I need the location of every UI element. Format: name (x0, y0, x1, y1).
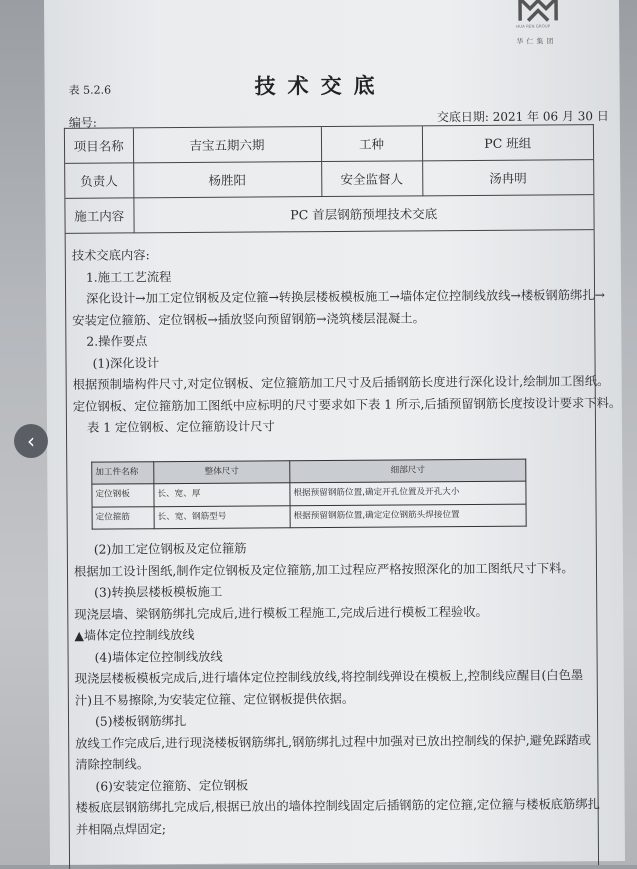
company-tagline: HUA REN GROUP (516, 23, 551, 29)
table-row (92, 481, 526, 507)
responsible-label: 负责人 (65, 163, 133, 198)
s1-line-1: 根据预制墙构件尺寸,对定位钢板、定位箍筋加工尺寸及后插钢筋长度进行深化设计,绘制加工图纸。 (72, 374, 610, 392)
table-row (65, 195, 593, 234)
s5-line-2: 清除控制线。 (75, 757, 150, 772)
s2-title: (2)加工定位钢板及定位箍筋 (93, 541, 247, 557)
s3-line-1: 现浇层墙、梁钢筋绑扎完成后,进行模板工程施工,完成后进行模板工程验收。 (74, 604, 488, 622)
table-cell: 定位箍筋 (92, 506, 154, 529)
section1-title: 1.施工工艺流程 (85, 269, 172, 285)
s6-title: (6)安装定位箍筋、定位钢板 (95, 778, 249, 794)
number-label: 编号: (68, 115, 97, 130)
chevron-left-icon: ‹ (27, 429, 35, 453)
table-cell: 根据预留钢筋位置,确定开孔位置及开孔大小 (290, 481, 526, 505)
header-cell: 细部尺寸 (290, 459, 526, 483)
handover-body (71, 242, 622, 841)
table-cell: 根据预留钢筋位置,确定定位钢筋头焊接位置 (290, 504, 526, 528)
s5-line-1: 放线工作完成后,进行现浇楼板钢筋绑扎,钢筋绑扎过程中加强对已放出控制线的保护,避免踩踏或 (75, 732, 592, 751)
s1-title: (1)深化设计 (92, 355, 160, 371)
flow-line-2: 安装定位箍筋、定位钢板→插放竖向预留钢筋→浇筑楼层混凝土。 (72, 310, 425, 328)
table-row (65, 125, 593, 163)
project-name-value: 吉宝五期六期 (133, 127, 321, 163)
s3-title: (3)转换层楼板模板施工 (94, 584, 223, 600)
document-page (44, 0, 625, 865)
s4-line-2: 汁)且不易擦除,为安装定位箍、定位钢板提供依据。 (74, 691, 355, 708)
trade-value: PC 班组 (422, 125, 593, 161)
intro-line: 技术交底内容: (71, 248, 150, 263)
responsible-value: 杨胜阳 (133, 162, 321, 198)
company-name: 华仁集团 (516, 37, 557, 46)
trade-label: 工种 (321, 126, 422, 161)
handover-date: 交底日期: 2021 年 06 月 30 日 (436, 109, 609, 125)
info-table (65, 125, 594, 234)
safety-label: 安全监督人 (321, 161, 422, 197)
header-cell: 加工件名称 (92, 461, 154, 484)
table-header-row (92, 459, 526, 485)
table-cell: 长、宽、钢筋型号 (154, 505, 290, 528)
previous-page-button[interactable] (14, 424, 48, 458)
spec-table-wrap (91, 458, 526, 530)
spec-table (91, 458, 526, 530)
table-cell: 长、宽、厚 (154, 483, 290, 506)
flow-line-1: 深化设计→加工定位钢板及定位箍→转换层楼板模板施工→墙体定位控制线放线→楼板钢筋绑扎→ (86, 288, 605, 306)
header-cell: 整体尺寸 (154, 460, 290, 483)
content-label: 施工内容 (65, 198, 133, 233)
table-row (65, 160, 593, 199)
table-code: 表 5.2.6 (68, 83, 112, 97)
marker-line: ▲墙体定位控制线放线 (74, 627, 195, 643)
s6-line-2: 并相隔点焊固定; (75, 821, 167, 837)
s6-line-1: 楼板底层钢筋绑扎完成后,根据已放出的墙体控制线固定后插钢筋的定位箍,定位箍与楼板底筋绑扎 (75, 797, 600, 815)
page-title: 技术交底 (254, 72, 387, 99)
logo-mark-icon (518, 0, 558, 25)
table-row (92, 504, 526, 530)
s4-title: (4)墙体定位控制线放线 (94, 649, 223, 665)
section2-title: 2.操作要点 (86, 334, 148, 349)
form-frame (64, 124, 622, 869)
s4-line-1: 现浇层楼板模板完成后,进行墙体定位控制线放线,将控制线弹设在模板上,控制线应醒目(白色墨 (74, 668, 584, 686)
s1-line-2: 定位钢板、定位箍筋加工图纸中应标明的尺寸要求如下表 1 所示,后插预留钢筋长度按设计要求下料。 (72, 395, 622, 414)
safety-value: 汤冉明 (422, 160, 593, 196)
table1-caption: 表 1 定位钢板、定位箍筋设计尺寸 (86, 419, 275, 435)
s5-title: (5)楼板钢筋绑扎 (94, 714, 187, 729)
table-cell: 定位钢板 (92, 484, 154, 507)
company-logo (510, 0, 586, 61)
project-name-label: 项目名称 (65, 128, 133, 163)
s2-line-1: 根据加工设计图纸,制作定位钢板及定位箍筋,加工过程应严格按照深化的加工图纸尺寸下料。 (73, 560, 574, 579)
content-value: PC 首层钢筋预埋技术交底 (133, 195, 593, 233)
